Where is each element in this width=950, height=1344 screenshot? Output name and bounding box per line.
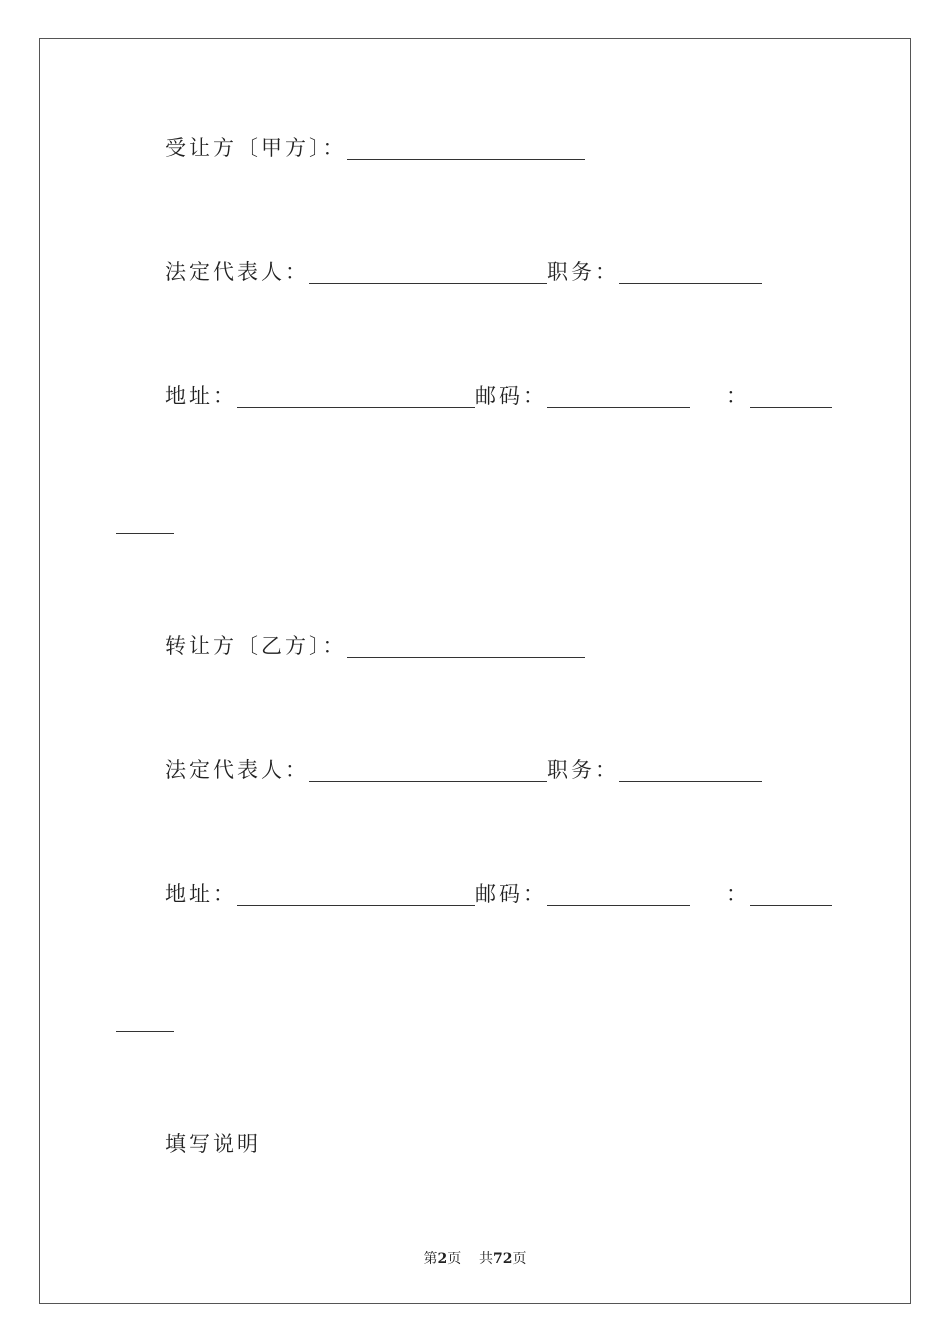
party-a-rep-row [165,260,762,284]
footer-total-suffix: 页 [512,1251,527,1267]
footer-page-suffix: 页 [447,1251,462,1267]
party-b-address-blank[interactable] [237,885,475,906]
party-b-heading-row [165,634,585,658]
party-b-name-blank[interactable] [347,637,585,658]
party-b-address-row [165,882,832,906]
party-a-phone-label: ： [726,384,750,408]
party-a-phone-blank-continued[interactable] [116,532,174,534]
party-a-title-blank[interactable] [619,263,762,284]
party-a-postcode-label: 邮码： [475,384,547,408]
party-b-postcode-label: 邮码： [475,882,547,906]
party-a-phone-blank[interactable] [750,387,832,408]
instructions-heading: 填写说明 [165,1132,261,1156]
party-a-postcode-blank[interactable] [547,387,690,408]
party-b-rep-label: 法定代表人： [165,758,309,782]
party-a-address-row [165,384,832,408]
party-a-address-blank[interactable] [237,387,475,408]
party-a-heading-row [165,136,585,160]
footer-total-prefix: 共 [479,1251,494,1267]
footer-prefix: 第 [423,1251,438,1267]
instructions-heading-row [165,1132,261,1156]
party-a-heading: 受让方〔甲方〕： [165,136,347,160]
party-a-address-label: 地址： [165,384,237,408]
party-b-rep-blank[interactable] [309,761,547,782]
page-footer [0,1248,950,1268]
party-b-address-label: 地址： [165,882,237,906]
party-b-phone-blank-continued[interactable] [116,1030,174,1032]
party-b-title-blank[interactable] [619,761,762,782]
party-b-rep-row [165,758,762,782]
party-b-title-label: 职务： [547,758,619,782]
party-b-phone-label: ： [726,882,750,906]
party-a-rep-blank[interactable] [309,263,547,284]
page-frame [39,38,911,1304]
footer-total-pages: 72 [493,1251,513,1267]
party-a-title-label: 职务： [547,260,619,284]
footer-page-number: 2 [437,1251,448,1267]
party-b-postcode-blank[interactable] [547,885,690,906]
party-a-name-blank[interactable] [347,139,585,160]
party-b-phone-blank[interactable] [750,885,832,906]
party-b-heading: 转让方〔乙方〕： [165,634,347,658]
party-a-rep-label: 法定代表人： [165,260,309,284]
